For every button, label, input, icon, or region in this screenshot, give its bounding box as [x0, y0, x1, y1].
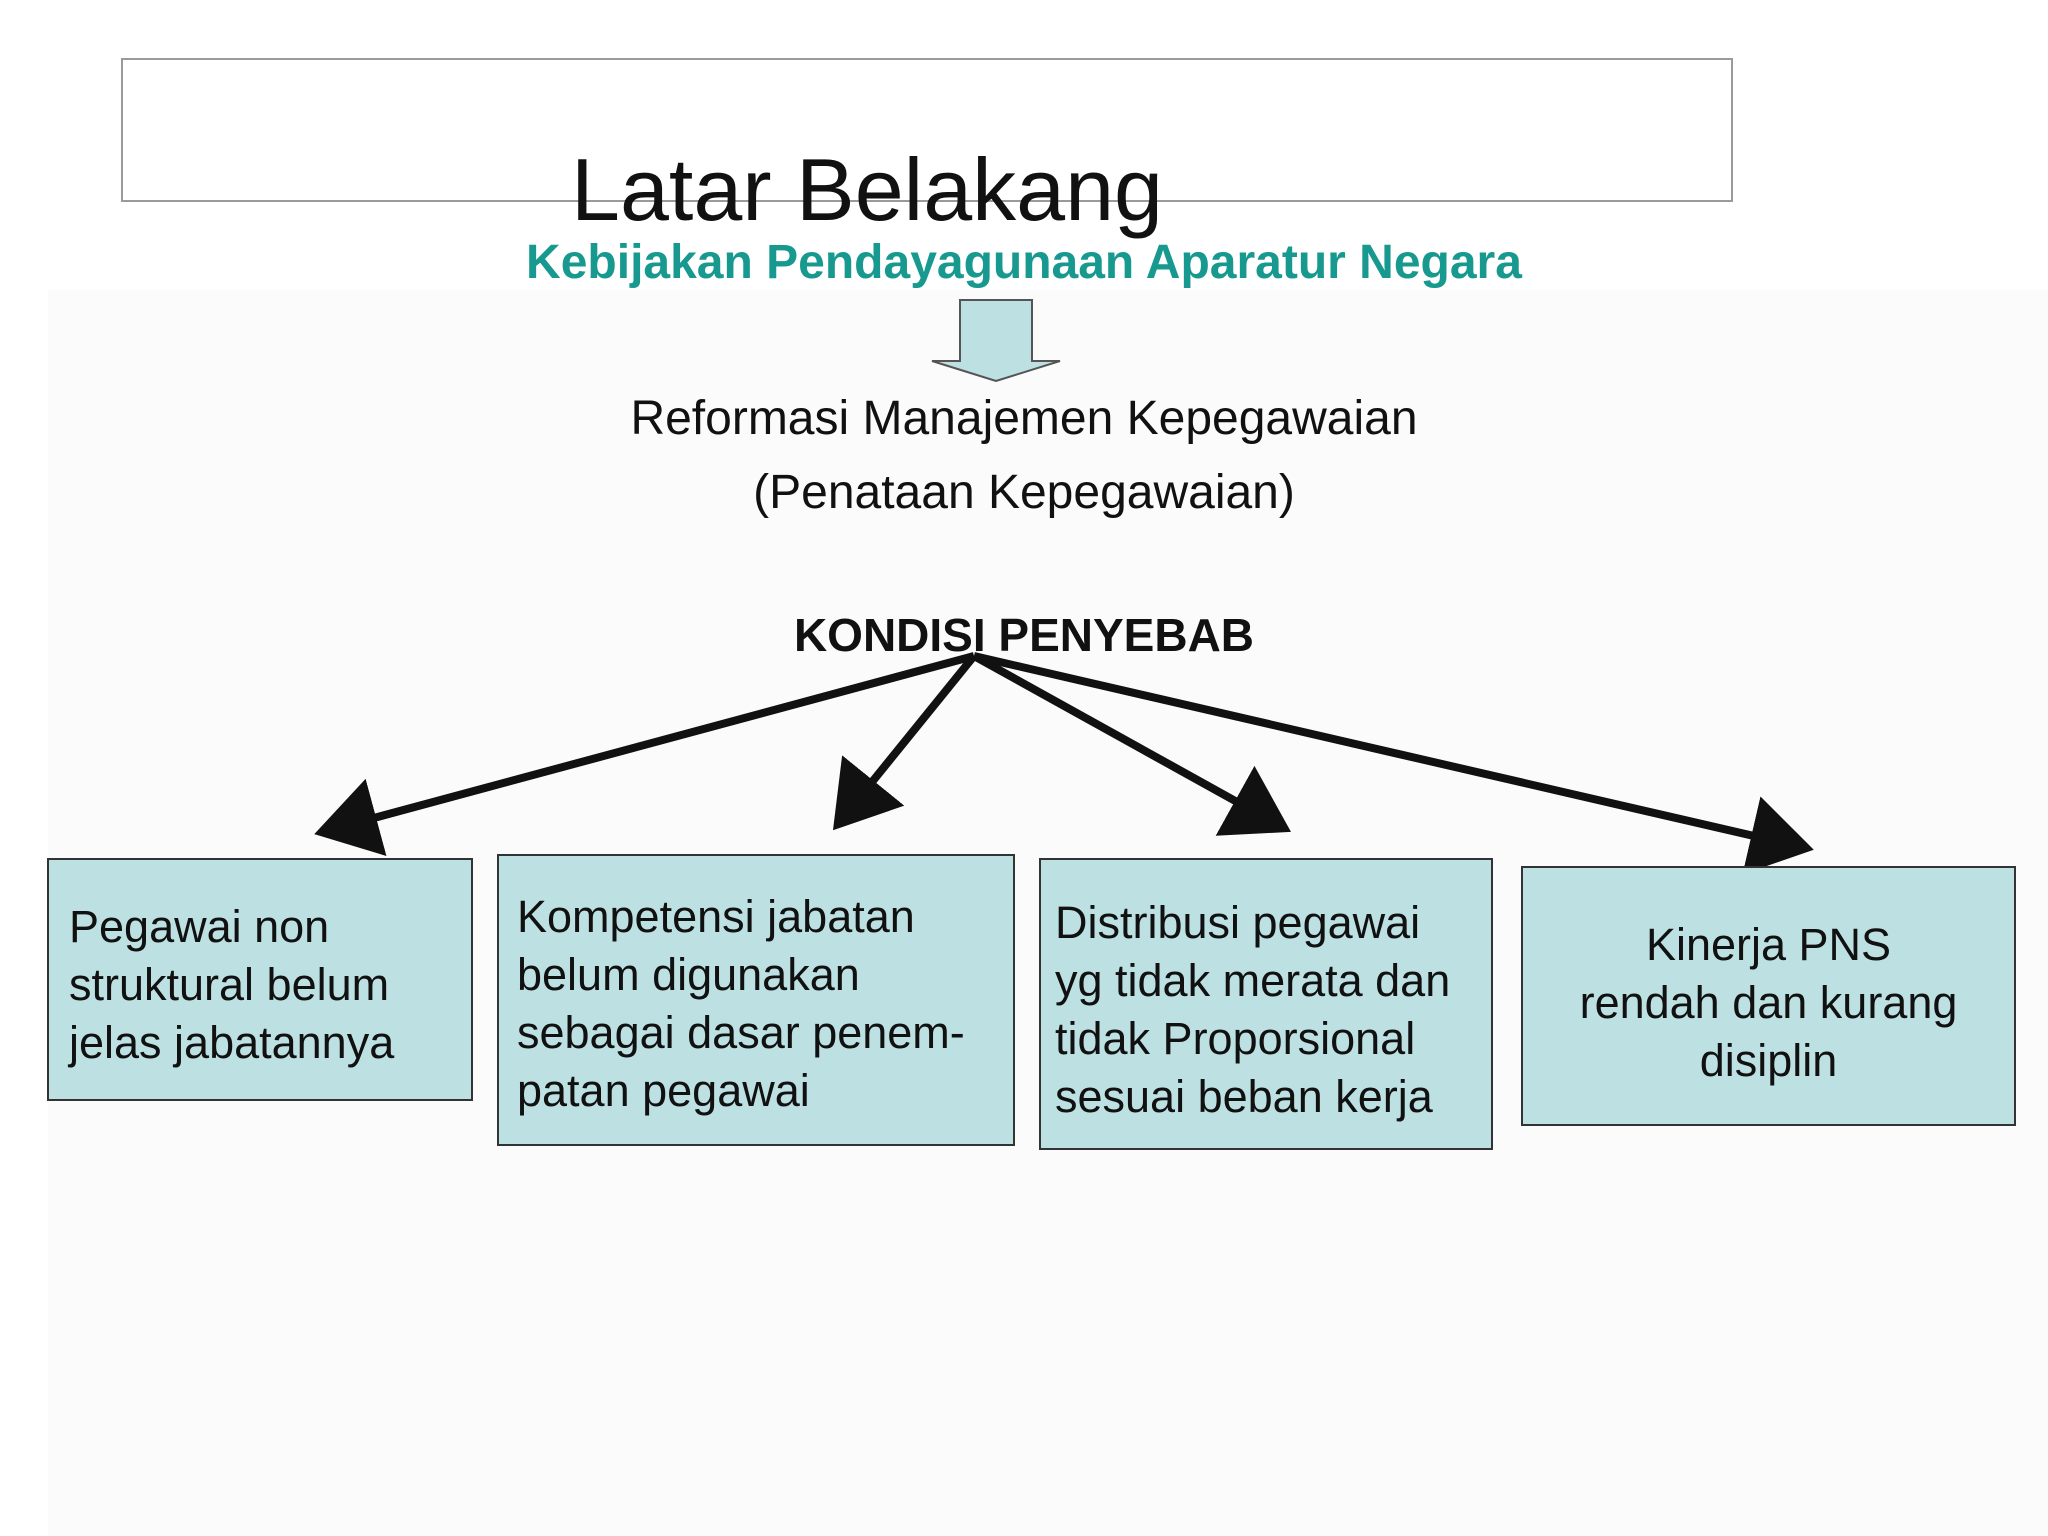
cause-box-4-line-2: rendah dan kurang	[1579, 977, 1958, 1028]
arrow-to-box-4	[974, 656, 1806, 848]
reform-line-2: (Penataan Kepegawaian)	[753, 466, 1295, 519]
cause-heading: KONDISI PENYEBAB	[793, 609, 1255, 661]
cause-box-2-line-3: sebagai dasar penem-	[517, 1007, 965, 1058]
cause-box-4-line-1: Kinerja PNS	[1645, 919, 1892, 970]
cause-box-1-line-3: jelas jabatannya	[69, 1017, 395, 1068]
cause-box-2-line-2: belum digunakan	[517, 949, 860, 1000]
cause-box-3	[1039, 858, 1493, 1150]
reform-text	[0, 382, 2048, 530]
cause-box-4	[1521, 866, 2016, 1126]
cause-box-4-line-3: disiplin	[1699, 1035, 1838, 1086]
cause-box-2-line-1: Kompetensi jabatan	[517, 891, 915, 942]
arrow-to-box-1	[322, 656, 974, 832]
policy-subtitle: Kebijakan Pendayagunaan Aparatur Negara	[526, 236, 1522, 289]
cause-box-2	[497, 854, 1015, 1146]
arrow-to-box-2	[838, 656, 974, 824]
cause-box-1	[47, 858, 473, 1101]
cause-box-1-line-1: Pegawai non	[69, 901, 330, 952]
cause-box-1-line-2: struktural belum	[69, 959, 390, 1010]
arrow-to-box-3	[974, 656, 1284, 828]
reform-line-1: Reformasi Manajemen Kepegawaian	[630, 392, 1418, 445]
cause-box-3-line-2: yg tidak merata dan	[1055, 955, 1451, 1006]
cause-box-3-line-4: sesuai beban kerja	[1055, 1071, 1433, 1122]
cause-box-2-line-4: patan pegawai	[517, 1065, 810, 1116]
slide-title: Latar Belakang	[571, 140, 1163, 239]
down-arrow-icon	[932, 300, 1060, 381]
cause-box-3-line-1: Distribusi pegawai	[1055, 897, 1421, 948]
cause-box-3-line-3: tidak Proporsional	[1055, 1013, 1416, 1064]
